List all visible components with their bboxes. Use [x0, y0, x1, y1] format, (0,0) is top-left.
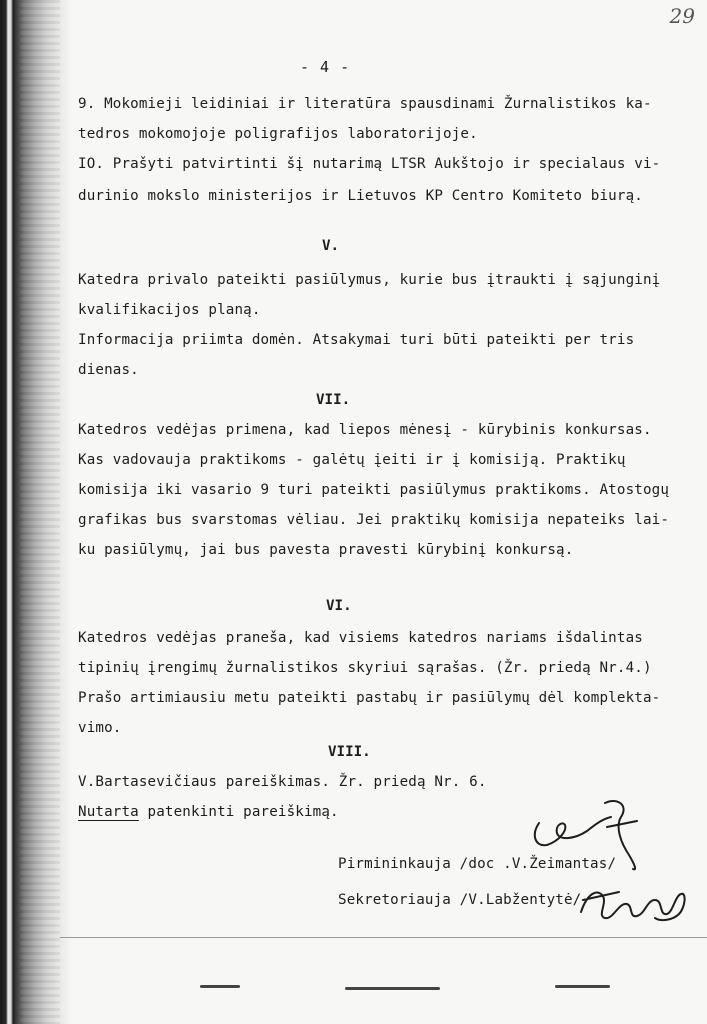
resolution-line — [78, 804, 339, 820]
scan-mark — [200, 985, 240, 988]
body-line: kvalifikacijos planą. — [78, 302, 261, 318]
resolution-text: patenkinti pareiškimą. — [138, 804, 339, 820]
chair-signature — [525, 795, 650, 875]
body-line: V.Bartasevičiaus pareiškimas. Žr. priedą Nr. 6. — [78, 774, 487, 790]
page-number: - 4 - — [300, 58, 351, 76]
body-line: Katedros vedėjas praneša, kad visiems katedros nariams išdalintas — [78, 630, 643, 646]
section-heading-vi: VI. — [326, 598, 352, 614]
section-heading-viii: VIII. — [328, 744, 371, 760]
body-line: Kas vadovauja praktikoms - galėtų įeiti ir į komisiją. Praktikų — [78, 452, 626, 468]
body-line: 9. Mokomieji leidiniai ir literatūra spausdinami Žurnalistikos ka- — [78, 96, 652, 112]
scan-mark — [555, 985, 610, 988]
body-line: komisija iki vasario 9 turi pateikti pasiūlymus praktikoms. Atostogų — [78, 482, 670, 498]
body-line: tipinių įrengimų žurnalistikos skyriui sąrašas. (Žr. priedą Nr.4.) — [78, 660, 652, 676]
resolution-label: Nutarta — [78, 804, 139, 820]
section-heading-v: V. — [322, 238, 340, 254]
body-line: Katedros vedėjas primena, kad liepos mėnesį - kūrybinis konkursas. — [78, 422, 652, 438]
body-line: IO. Prašyti patvirtinti šį nutarimą LTSR Aukštojo ir specialaus vi- — [78, 156, 661, 172]
body-line: Informacija priimta domėn. Atsakymai turi būti pateikti per tris — [78, 332, 635, 348]
body-line: ku pasiūlymų, jai bus pavesta pravesti kūrybinį konkursą. — [78, 542, 574, 558]
chair-signatory: Pirmininkauja /doc .V.Žeimantas/ — [338, 856, 617, 872]
secretary-signatory: Sekretoriauja /V.Labžentytė/ — [338, 892, 582, 908]
body-line: Prašo artimiausiu metu pateikti pastabų ir pasiūlymų dėl komplekta- — [78, 690, 661, 706]
section-heading-vii: VII. — [316, 392, 351, 408]
body-line: grafikas bus svarstomas vėliau. Jei praktikų komisija nepateiks lai- — [78, 512, 670, 528]
body-line: durinio mokslo ministerijos ir Lietuvos KP Centro Komiteto biurą. — [78, 188, 643, 204]
archive-page-number: 29 — [669, 4, 695, 28]
scan-mark — [345, 987, 440, 990]
body-line: Katedra privalo pateikti pasiūlymus, kurie bus įtraukti į sąjunginį — [78, 272, 661, 288]
binding-shadow — [0, 0, 72, 1024]
body-line: tedros mokomojoje poligrafijos laboratorijoje. — [78, 126, 478, 142]
body-line: vimo. — [78, 720, 122, 736]
scan-fold-line — [60, 937, 707, 938]
secretary-signature — [575, 878, 695, 928]
body-line: dienas. — [78, 362, 139, 378]
